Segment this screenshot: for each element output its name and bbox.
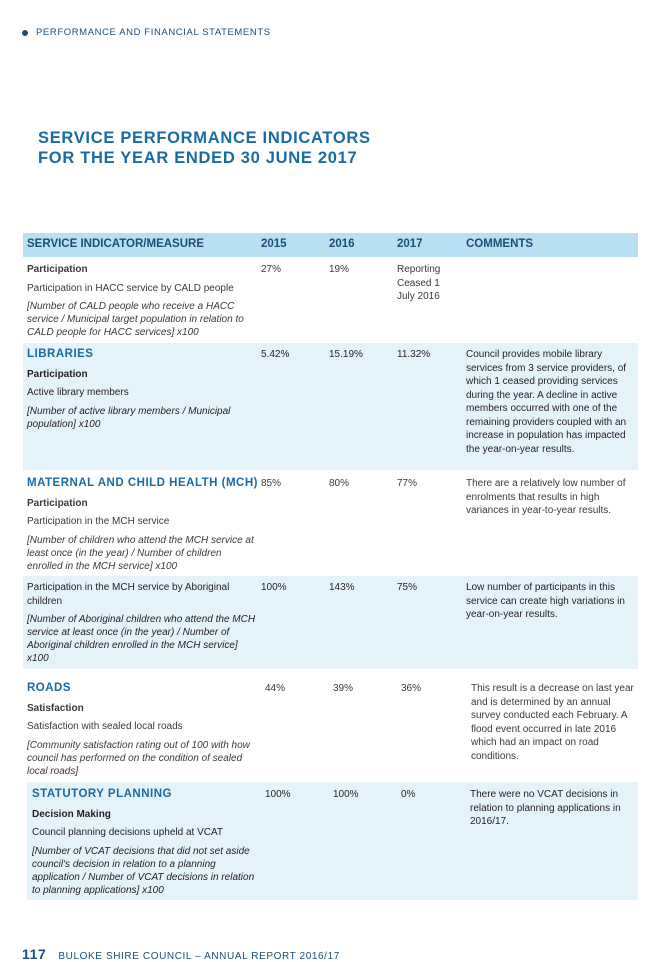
value-2016: 100%	[333, 789, 359, 800]
value-2017: 36%	[401, 683, 422, 694]
comment: Low number of participants in this service can create high variations in year-on-year results.	[466, 582, 625, 620]
measure-formula: [Number of VCAT decisions that did not set aside council's decision in relation to a planning application / Number of VCAT decisions in relation to planning applications] x100	[32, 845, 255, 896]
section-heading: MATERNAL AND CHILD HEALTH (MCH)	[27, 477, 258, 489]
value-2016: 143%	[329, 582, 355, 593]
value-2015: 85%	[261, 478, 282, 489]
section-heading: STATUTORY PLANNING	[32, 788, 172, 800]
value-2015: 100%	[265, 789, 291, 800]
table-header	[23, 233, 638, 257]
measure-category: Participation	[27, 368, 88, 380]
measure-description: Satisfaction with sealed local roads	[27, 721, 183, 732]
value-2015: 100%	[261, 582, 287, 593]
value-2015: 44%	[265, 683, 286, 694]
measure-formula: [Number of active library members / Municipal population] x100	[27, 405, 231, 430]
value-2017: 11.32%	[397, 349, 431, 360]
col-header-comments: COMMENTS	[466, 238, 534, 250]
page-title	[38, 128, 371, 168]
measure-description: Council planning decisions upheld at VCAT	[32, 827, 224, 838]
comment: Council provides mobile library services from 3 service providers, of which 1 ceased providing services during the year. A decline in active members occurred with one of the remaining providers coupled with an increase in population has impacted the year-on-year results.	[466, 349, 627, 455]
measure-category: Participation	[27, 497, 88, 509]
measure-category: Satisfaction	[27, 702, 84, 714]
page-number: 117	[22, 946, 47, 962]
measure-formula: [Community satisfaction rating out of 100 with how council has performed on the condition of sealed local roads]	[27, 739, 250, 777]
comment: There are a relatively low number of enrolments that results in high variances in year-to-year results.	[466, 478, 626, 516]
measure-cell	[27, 682, 259, 778]
col-header-2016: 2016	[329, 238, 355, 250]
section-label: PERFORMANCE AND FINANCIAL STATEMENTS	[36, 27, 271, 38]
section-heading: ROADS	[27, 682, 72, 694]
value-2017: Reporting Ceased 1 July 2016	[397, 264, 441, 302]
col-header-measure: SERVICE INDICATOR/MEASURE	[27, 238, 204, 250]
comment: This result is a decrease on last year and is determined by an annual survey conducted each February. A flood event occurred in late 2016 which had an impact on road conditions.	[471, 683, 634, 762]
bullet-icon	[22, 30, 28, 36]
value-2016: 19%	[329, 264, 350, 275]
running-header	[22, 27, 271, 38]
measure-cell	[32, 788, 264, 897]
value-2017: 77%	[397, 478, 418, 489]
section-heading: LIBRARIES	[27, 348, 94, 360]
comment: There were no VCAT decisions in relation to planning applications in 2016/17.	[470, 789, 621, 827]
measure-cell	[27, 477, 259, 573]
page-title-line-2: FOR THE YEAR ENDED 30 JUNE 2017	[38, 149, 358, 167]
table-row	[27, 782, 638, 900]
value-2017: 75%	[397, 582, 418, 593]
measure-description: Participation in the MCH service by Aboriginal children	[27, 582, 230, 607]
measure-description: Participation in HACC service by CALD people	[27, 282, 234, 294]
value-2015: 27%	[261, 264, 282, 275]
measure-cell	[27, 581, 259, 665]
measure-cell	[27, 263, 259, 339]
measure-description: Participation in the MCH service	[27, 516, 170, 527]
page-title-line-1: SERVICE PERFORMANCE INDICATORS	[38, 129, 371, 147]
page-footer	[22, 946, 340, 962]
col-header-2017: 2017	[397, 238, 423, 250]
report-name: BULOKE SHIRE COUNCIL – ANNUAL REPORT 2016/17	[58, 951, 340, 962]
value-2016: 39%	[333, 683, 354, 694]
measure-formula: [Number of Aboriginal children who attend the MCH service at least once (in the year) / Number of Aboriginal children enrolled in the MCH service] x100	[27, 614, 256, 664]
measure-category: Participation	[27, 264, 88, 275]
table-row	[23, 343, 638, 470]
measure-cell	[27, 348, 259, 431]
table-row	[23, 470, 638, 576]
value-2016: 15.19%	[329, 349, 363, 360]
value-2016: 80%	[329, 478, 350, 489]
measure-formula: [Number of CALD people who receive a HACC service / Municipal target population in relation to CALD people for HACC services] x100	[27, 301, 244, 338]
value-2017: 0%	[401, 789, 416, 800]
measure-formula: [Number of children who attend the MCH service at least once (in the year) / Number of children enrolled in the MCH service] x100	[27, 534, 254, 572]
value-2015: 5.42%	[261, 349, 290, 360]
table-row	[23, 576, 638, 669]
table-row	[23, 257, 638, 343]
indicator-table	[23, 233, 638, 900]
table-row	[23, 669, 638, 782]
col-header-2015: 2015	[261, 238, 287, 250]
measure-description: Active library members	[27, 387, 129, 398]
measure-category: Decision Making	[32, 808, 111, 820]
